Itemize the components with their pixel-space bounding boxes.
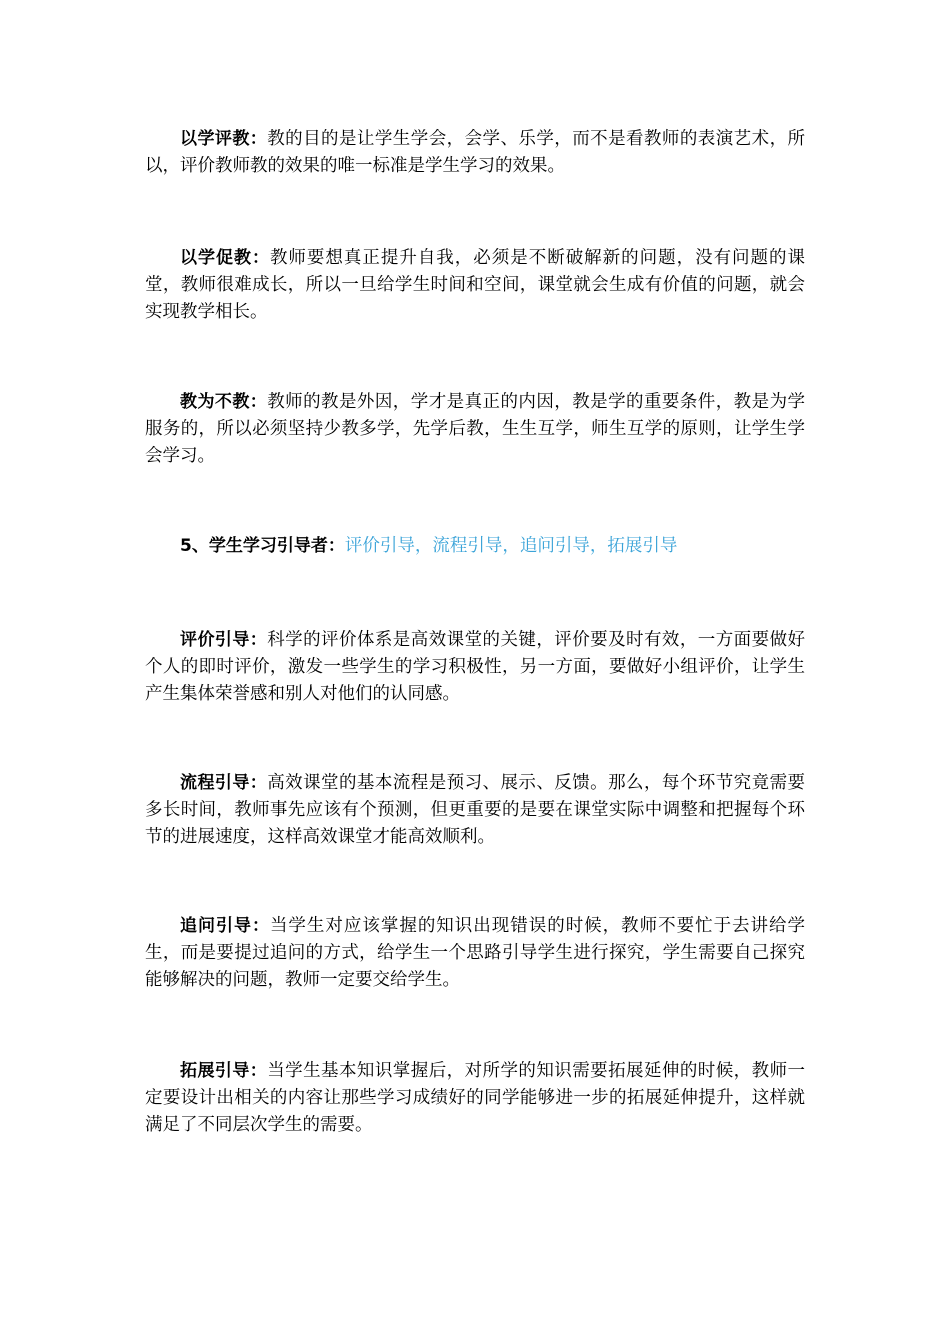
paragraph-term: 教为不教：	[180, 392, 268, 412]
paragraph-term: 以学促教：	[180, 248, 270, 268]
section-heading-label: 5、学生学习引导者：	[180, 536, 345, 556]
paragraph-text: 高效课堂的基本流程是预习、展示、反馈。那么，每个环节究竟需要多长时间，教师事先应该有个预测，但更重要的是要在课堂实际中调整和把握每个环节的进展速度，这样高效课堂才能高效顺利。	[145, 773, 806, 847]
paragraph-text: 当学生基本知识掌握后，对所学的知识需要拓展延伸的时候，教师一定要设计出相关的内容让那些学习成绩好的同学能够进一步的拓展延伸提升，这样就满足了不同层次学生的需要。	[145, 1061, 806, 1135]
paragraph-term: 拓展引导：	[180, 1061, 268, 1081]
paragraph-liu-cheng-yin-dao	[145, 770, 805, 851]
paragraph-text: 当学生对应该掌握的知识出现错误的时候，教师不要忙于去讲给学生，而是要提过追问的方式，给学生一个思路引导学生进行探究，学生需要自己探究能够解决的问题，教师一定要交给学生。	[145, 916, 806, 990]
paragraph-term: 流程引导：	[180, 773, 268, 793]
paragraph-jiao-wei-bu-jiao	[145, 389, 805, 470]
paragraph-ping-jia-yin-dao	[145, 627, 805, 708]
paragraph-text: 教师的教是外因，学才是真正的内因，教是学的重要条件，教是为学服务的，所以必须坚持少教多学，先学后教，生生互学，师生互学的原则，让学生学会学习。	[145, 392, 806, 466]
paragraph-zhui-wen-yin-dao	[145, 913, 805, 994]
paragraph-yi-xue-cu-jiao	[145, 245, 805, 326]
section-heading-items: 评价引导，流程引导，追问引导，拓展引导	[344, 536, 678, 556]
paragraph-yi-xue-ping-jiao	[145, 126, 805, 180]
paragraph-term: 追问引导：	[180, 916, 270, 936]
section-heading	[180, 533, 677, 560]
paragraph-text: 教师要想真正提升自我，必须是不断破解新的问题，没有问题的课堂，教师很难成长，所以一旦给学生时间和空间，课堂就会生成有价值的问题，就会实现教学相长。	[145, 248, 806, 322]
paragraph-text: 科学的评价体系是高效课堂的关键，评价要及时有效，一方面要做好个人的即时评价，激发一些学生的学习积极性，另一方面，要做好小组评价，让学生产生集体荣誉感和别人对他们的认同感。	[145, 630, 806, 704]
paragraph-tuo-zhan-yin-dao	[145, 1058, 805, 1139]
paragraph-term: 以学评教：	[180, 129, 268, 149]
paragraph-text: 教的目的是让学生学会，会学、乐学，而不是看教师的表演艺术，所以，评价教师教的效果的唯一标准是学生学习的效果。	[145, 129, 806, 176]
paragraph-term: 评价引导：	[180, 630, 268, 650]
